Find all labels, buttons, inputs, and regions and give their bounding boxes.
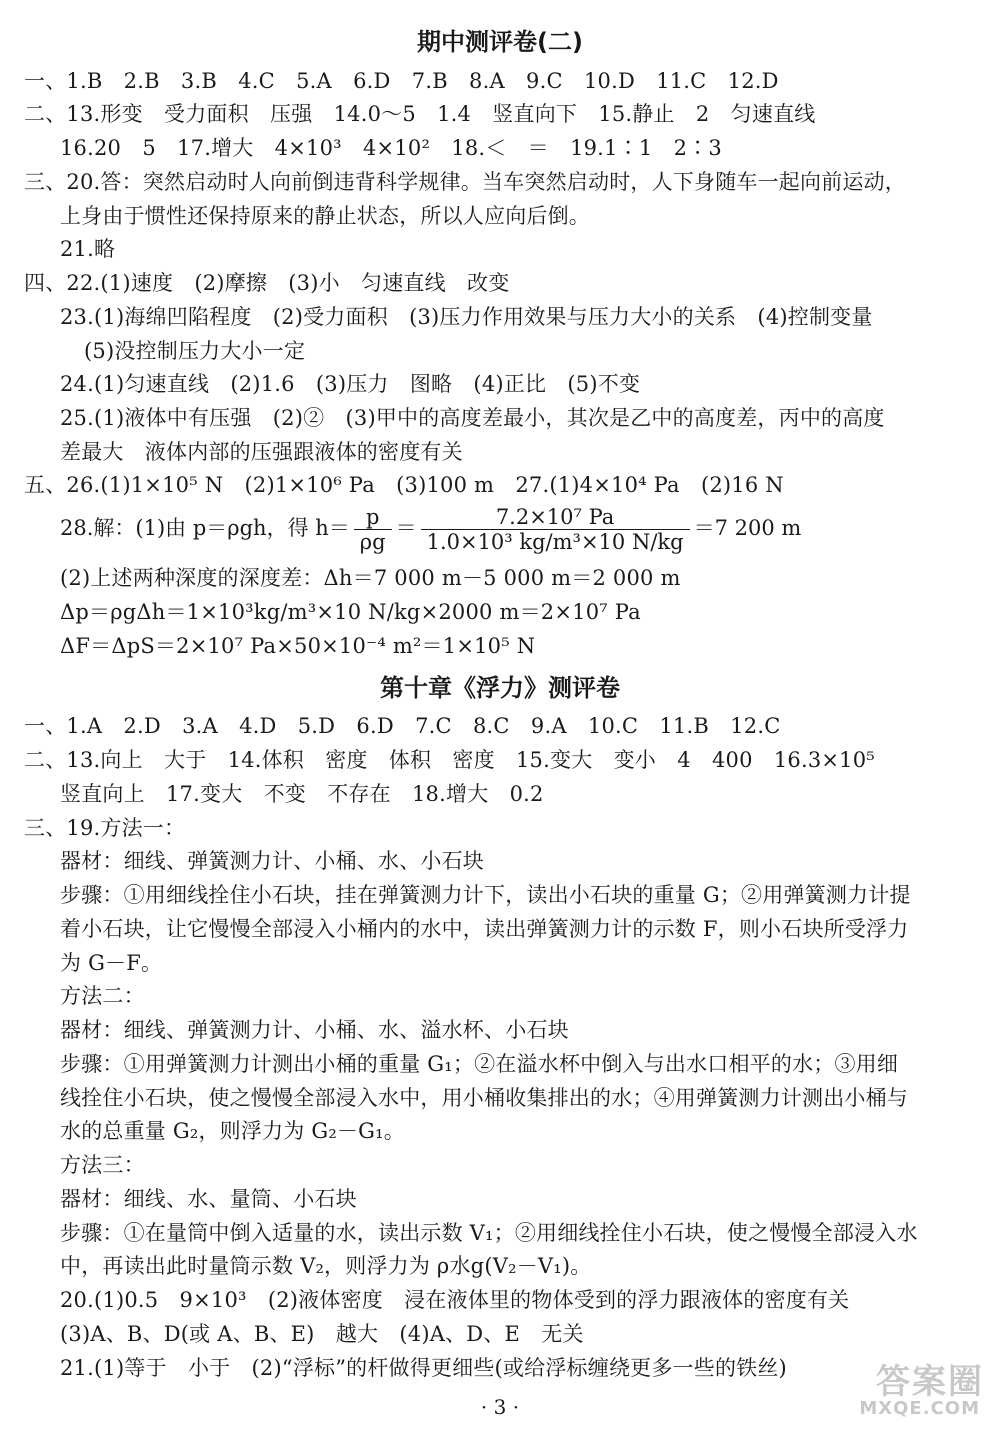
section-title-buoyancy: 第十章《浮力》测评卷 xyxy=(380,674,620,702)
answer-line: 四、22.(1)速度 (2)摩擦 (3)小 匀速直线 改变 xyxy=(24,271,510,295)
answer-line: 三、20.答：突然启动时人向前倒违背科学规律。当车突然启动时，人下身随车一起向前运动， xyxy=(24,170,906,194)
answer-line: 三、19.方法一： xyxy=(24,816,186,840)
answer-line: 着小石块，让它慢慢全部浸入小桶内的水中，读出弹簧测力计的示数 F，则小石块所受浮力 xyxy=(60,917,909,941)
answer-line: 23.(1)海绵凹陷程度 (2)受力面积 (3)压力作用效果与压力大小的关系 (4)控制变量 xyxy=(60,305,873,329)
answer-line: 25.(1)液体中有压强 (2)② (3)甲中的高度差最小，其次是乙中的高度差，丙中的高度 xyxy=(60,406,885,430)
fraction-denominator: ρg xyxy=(359,530,386,554)
fraction-pressure-calc xyxy=(421,505,690,554)
answer-line: ΔF＝ΔpS＝2×10⁷ Pa×50×10⁻⁴ m²＝1×10⁵ N xyxy=(60,634,536,658)
answer-line: (3)A、B、D(或 A、B、E) 越大 (4)A、D、E 无关 xyxy=(60,1322,584,1346)
answer-line: 一、1.B 2.B 3.B 4.C 5.A 6.D 7.B 8.A 9.C 10.D 11.C 12.D xyxy=(24,69,779,93)
answer-line: 步骤：①在量筒中倒入适量的水，读出示数 V₁；②用细线拴住小石块，使之慢慢全部浸入水 xyxy=(60,1221,918,1245)
answer-line: (5)没控制压力大小一定 xyxy=(84,339,306,363)
answer-line: 水的总重量 G₂，则浮力为 G₂－G₁。 xyxy=(60,1119,405,1143)
section-title-midterm: 期中测评卷(二) xyxy=(417,28,583,56)
answer-line: (2)上述两种深度的深度差：Δh＝7 000 m－5 000 m＝2 000 m xyxy=(60,566,681,590)
fraction-numerator: p xyxy=(354,505,392,530)
answer-line: 差最大 液体内部的压强跟液体的密度有关 xyxy=(60,440,463,464)
answer-line: 器材：细线、水、量筒、小石块 xyxy=(60,1187,357,1211)
answer-line: 方法三： xyxy=(60,1153,145,1177)
fraction-denominator: 1.0×10³ kg/m³×10 N/kg xyxy=(426,530,684,554)
equation-28 xyxy=(60,505,801,554)
answer-line: 上身由于惯性还保持原来的静止状态，所以人应向后倒。 xyxy=(60,204,590,228)
answer-line: 16.20 5 17.增大 4×10³ 4×10² 18.＜ ＝ 19.1∶1 2∶3 xyxy=(60,136,722,160)
answer-line: 线拴住小石块，使之慢慢全部浸入水中，用小桶收集排出的水；④用弹簧测力计测出小桶与 xyxy=(60,1086,908,1110)
equation-result: ＝7 200 m xyxy=(693,516,802,540)
answer-line: 20.(1)0.5 9×10³ (2)液体密度 浸在液体里的物体受到的浮力跟液体的密度有关 xyxy=(60,1288,850,1312)
answer-line: 器材：细线、弹簧测力计、小桶、水、溢水杯、小石块 xyxy=(60,1018,569,1042)
answer-line: 二、13.形变 受力面积 压强 14.0～5 1.4 竖直向下 15.静止 2 匀速直线 xyxy=(24,102,816,126)
answer-line: 一、1.A 2.D 3.A 4.D 5.D 6.D 7.C 8.C 9.A 10.C 11.B 12.C xyxy=(24,714,781,738)
answer-line: 21.略 xyxy=(60,237,116,261)
equals-sign: ＝ xyxy=(395,516,417,540)
answer-line: 五、26.(1)1×10⁵ N (2)1×10⁶ Pa (3)100 m 27.(1)4×10⁴ Pa (2)16 N xyxy=(24,473,784,497)
page-number: · 3 · xyxy=(480,1395,520,1419)
answer-line: 中，再读出此时量筒示数 V₂，则浮力为 ρ水g(V₂－V₁)。 xyxy=(60,1254,592,1278)
answer-line: 器材：细线、弹簧测力计、小桶、水、小石块 xyxy=(60,849,484,873)
answer-line: 竖直向上 17.变大 不变 不存在 18.增大 0.2 xyxy=(60,782,544,806)
fraction-numerator: 7.2×10⁷ Pa xyxy=(421,505,690,530)
watermark xyxy=(780,1354,990,1424)
answer-line: 步骤：①用弹簧测力计测出小桶的重量 G₁；②在溢水杯中倒入与出水口相平的水；③用细 xyxy=(60,1052,899,1076)
answer-line: 21.(1)等于 小于 (2)“浮标”的杆做得更细些(或给浮标缠绕更多一些的铁丝) xyxy=(60,1356,787,1380)
fraction-p-over-rho-g xyxy=(354,505,392,554)
answer-line: 24.(1)匀速直线 (2)1.6 (3)压力 图略 (4)正比 (5)不变 xyxy=(60,372,641,396)
watermark-logo: 答案圈 xyxy=(876,1362,984,1402)
answer-line: 步骤：①用细线拴住小石块，挂在弹簧测力计下，读出小石块的重量 G；②用弹簧测力计提 xyxy=(60,883,911,907)
equation-prefix: 28.解：(1)由 p＝ρgh，得 h＝ xyxy=(60,516,350,540)
answer-line: Δp＝ρgΔh＝1×10³kg/m³×10 N/kg×2000 m＝2×10⁷ Pa xyxy=(60,600,641,624)
answer-line: 二、13.向上 大于 14.体积 密度 体积 密度 15.变大 变小 4 400 16.3×10⁵ xyxy=(24,748,875,772)
answer-line: 为 G－F。 xyxy=(60,951,163,975)
answer-line: 方法二： xyxy=(60,984,145,1008)
watermark-url: MXQE.COM xyxy=(859,1398,980,1419)
